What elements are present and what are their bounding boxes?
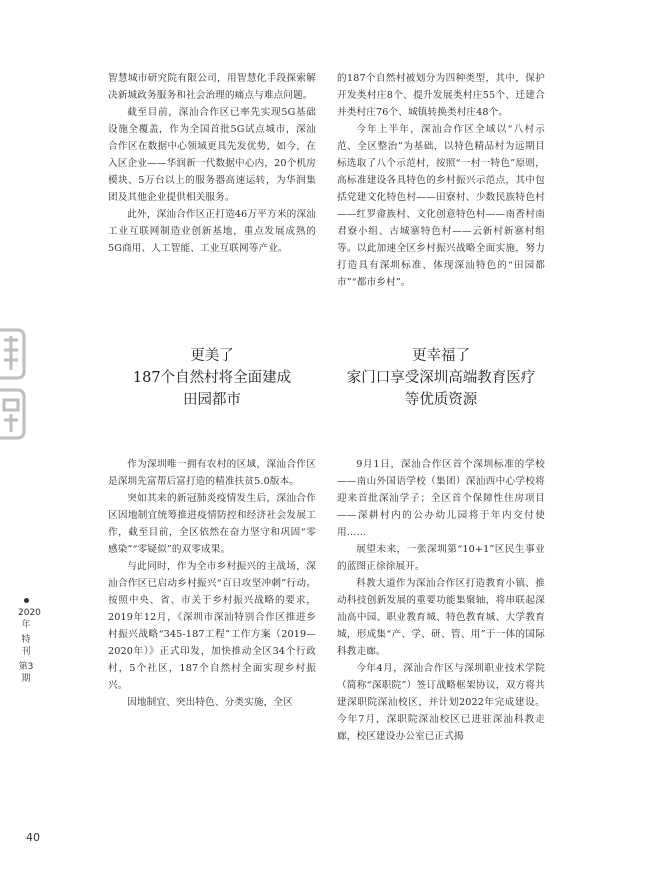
issue-sidebar (18, 598, 41, 685)
left-column-top (108, 70, 316, 257)
page-number: 40 (26, 831, 40, 844)
paragraph: 因地制宜、突出特色、分类实施，全区 (127, 697, 293, 708)
sidebar-special: 特刊 (21, 635, 31, 657)
paragraph: 的187个自然村被划分为四种类型，其中，保护开发类村庄8个、提升发展类村庄55个、迁建合并类村庄76个、城镇转换类村庄48个。 (337, 73, 545, 118)
section-heading-left (108, 345, 316, 411)
paragraph: 与此同时，作为全市乡村振兴的主战场，深汕合作区已启动乡村振兴“百日攻坚冲刺”行动。按照中央、省、市关于乡村振兴战略的要求，2019年12月，《深圳市深汕特别合作区推进乡村振兴战略“345-187工程”工作方案（2019—2020年）》正式印发，加快推动全区34个行政村，5个社区，187个自然村全面实现乡村振兴。 (108, 561, 316, 691)
right-column-bottom (337, 456, 545, 745)
paragraph: 今年上半年，深汕合作区全域以“八村示范、全区整治”为基础，以特色精品村为远期目标选取了八个示范村，按照“一村一特色”原则，高标准建设各具特色的乡村振兴示范点，其中包括党建文化特色村——田寮村、少数民族特色村——红罗畲族村、文化创意特色村——南香村南君寮小组、古城寨特色村——云新村新寨村组等。以此加速全区乡村振兴战略全面实施，努力打造具有深圳标准、体现深汕特色的“田园都市”“都市乡村”。 (337, 124, 545, 288)
heading-right-line-3: 等优质资源 (404, 392, 478, 408)
right-column-top (337, 70, 545, 291)
decorative-seal-icon (0, 326, 30, 444)
paragraph: 截至目前，深汕合作区已率先实现5G基础设施全覆盖，作为全国首批5G试点城市，深汕合作区在数据中心领域更具先发优势，如今，在入区企业——华润新一代数据中心内，20个机房模块、5万台以上的服务器高速运转，为华润集团及其他企业提供相关服务。 (108, 107, 316, 203)
paragraph: 展望未来，一张深圳第“10+1”区民生事业的蓝图正徐徐展开。 (337, 544, 545, 572)
heading-left-line-3: 田园都市 (183, 392, 241, 408)
bullet-dot-icon (24, 598, 29, 603)
paragraph: 作为深圳唯一拥有农村的区域，深汕合作区是深圳先富帮后富打造的精准扶贫5.0版本。 (108, 459, 316, 487)
paragraph: 今年4月，深汕合作区与深圳职业技术学院（简称“深职院”）签订战略框架协议，双方将共建深职院深汕校区，并计划2022年完成建设。今年7月，深职院深汕校区已进驻深汕科教走廊，校区建设办公室已正式揭 (337, 663, 545, 742)
paragraph: 突如其来的新冠肺炎疫情发生后，深汕合作区因地制宜统筹推进疫情防控和经济社会发展工作，截至目前，全区依然在奋力坚守和巩固“零感染”“零疑似”的双零成果。 (108, 493, 316, 555)
paragraph: 智慧城市研究院有限公司，用智慧化手段探索解决新城政务服务和社会治理的痛点与难点问题。 (108, 73, 316, 101)
heading-left-line-2: 187个自然村将全面建成 (132, 370, 292, 386)
heading-right-line-2: 家门口享受深圳高端教育医疗 (346, 370, 536, 386)
left-column-bottom (108, 456, 316, 711)
paragraph: 科教大道作为深汕合作区打造教育小镇、推动科技创新发展的重要功能集聚轴，将串联起深汕高中园、职业教育城、特色教育城、大学教育城，形成集“产、学、研、管、用”于一体的国际科教走廊。 (337, 578, 545, 657)
heading-right-line-1: 更幸福了 (412, 348, 470, 364)
heading-left-line-1: 更美了 (190, 348, 234, 364)
section-heading-right (337, 345, 545, 411)
paragraph: 9月1日，深汕合作区首个深圳标准的学校——南山外国语学校（集团）深汕西中心学校将迎来首批深汕学子；全区首个保障性住房项目——深耕村内的公办幼儿园将于年内交付使用…… (337, 459, 545, 538)
paragraph: 此外，深汕合作区正打造46万平方米的深汕工业互联网制造业创新基地，重点发展成熟的5G商用、人工智能、工业互联网等产业。 (108, 209, 316, 254)
sidebar-issue: 第3期 (18, 662, 34, 684)
sidebar-year: 2020年 (18, 608, 41, 630)
